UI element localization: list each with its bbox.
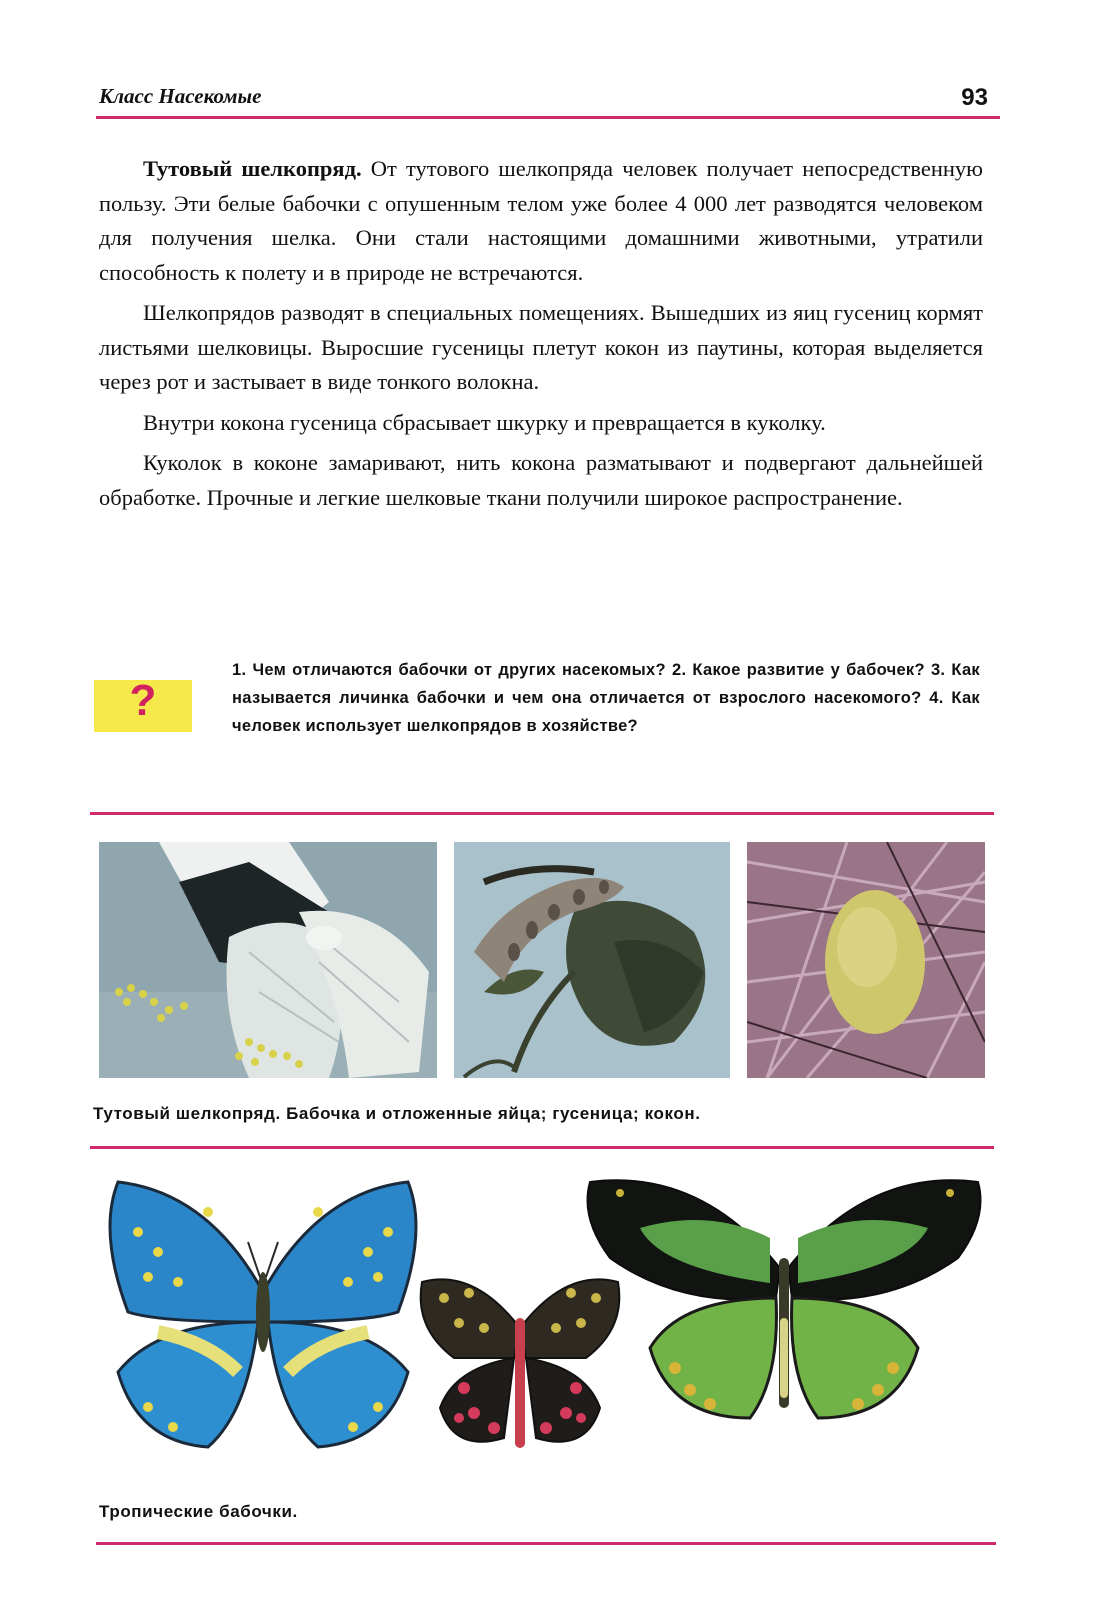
paragraph-4: Куколок в коконе замаривают, нить кокона разматывают и подвергают дальнейшей обработке. Прочные и легкие шелковые ткани получили широкое распространение. xyxy=(99,450,983,510)
green-birdwing-butterfly-illustration xyxy=(580,1168,988,1430)
figure2-top-rule xyxy=(90,1146,994,1149)
silkworm-caterpillar-photo xyxy=(454,842,730,1078)
running-header-title: Класс Насекомые xyxy=(99,84,262,108)
paragraph-1-heading: Тутовый шелкопряд. xyxy=(143,156,362,181)
figure1-top-rule xyxy=(90,812,994,815)
paragraph-1-text: От тутового шелкопряда человек получает непосредственную пользу. Эти белые бабочки с опушенным телом уже более 4 000 лет разводятся человеком для получения шелка. Они стали настоящими домашними животными, утратили способность к полету и в природе не встречаются. xyxy=(99,156,983,285)
question-mark-icon: ? xyxy=(129,676,157,725)
page-number: 93 xyxy=(961,84,988,111)
figure2-caption: Тропические бабочки. xyxy=(99,1502,298,1521)
blue-butterfly-illustration xyxy=(98,1172,428,1454)
footer-rule xyxy=(96,1542,996,1545)
paragraph-2: Шелкопрядов разводят в специальных помещениях. Вышедших из яиц гусениц кормят листьями шелковицы. Выросшие гусеницы плетут кокон из паутины, которая выделяется через рот и застывает в виде тонкого волокна. xyxy=(99,300,983,394)
silkworm-moth-photo xyxy=(99,842,437,1078)
paragraph-3: Внутри кокона гусеница сбрасывает шкурку и превращается в куколку. xyxy=(143,409,826,435)
review-questions: 1. Чем отличаются бабочки от других насекомых? 2. Какое развитие у бабочек? 3. Как называется личинка бабочки и чем она отличается от взрослого насекомого? 4. Как человек использует шелкопрядов в хозяйстве? xyxy=(232,661,980,735)
figure1-caption: Тутовый шелкопряд. Бабочка и отложенные яйца; гусеница; кокон. xyxy=(93,1104,701,1123)
paragraph-1 xyxy=(99,152,983,290)
silkworm-cocoon-photo xyxy=(747,842,985,1078)
body-text xyxy=(99,152,983,515)
header-rule xyxy=(96,116,1000,119)
